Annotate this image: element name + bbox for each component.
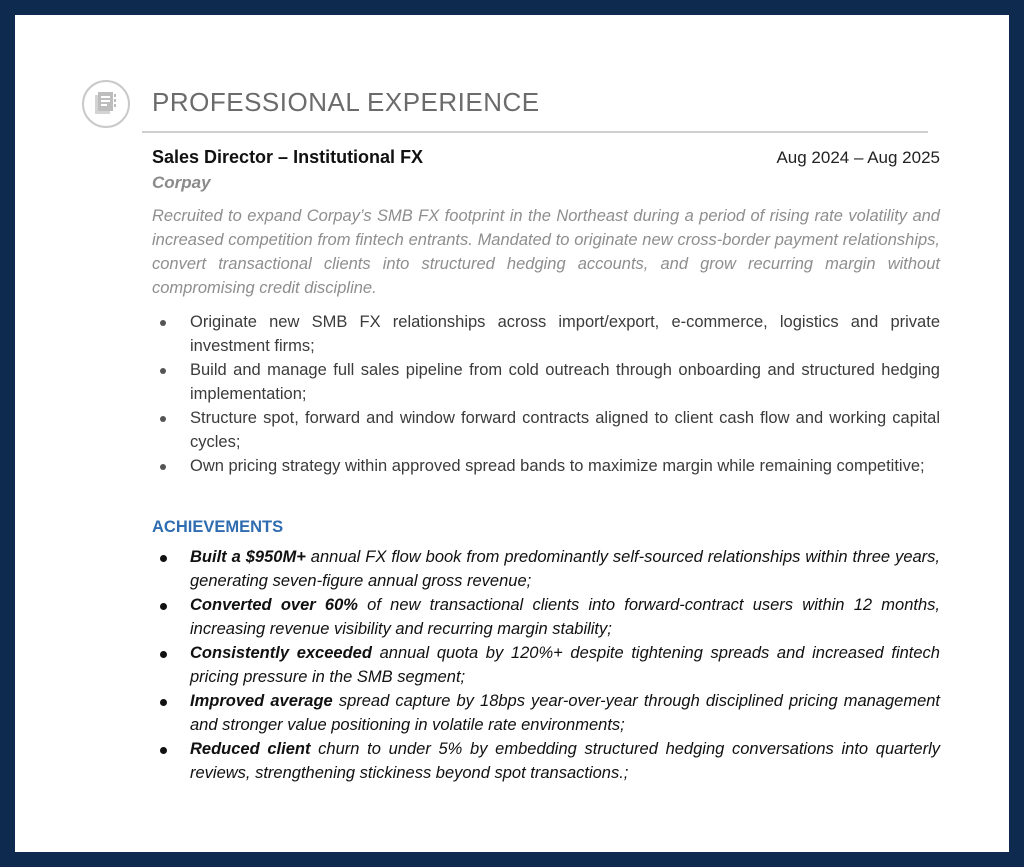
section-title: PROFESSIONAL EXPERIENCE (152, 87, 540, 117)
achievement-lead: Converted over 60% (190, 596, 358, 614)
achievement-lead: Built a $950M+ (190, 548, 306, 566)
bullet-icon (160, 699, 167, 706)
achievements-list (152, 545, 940, 785)
bullet-icon (160, 368, 166, 374)
bullet-icon (160, 416, 166, 422)
achievement-item (152, 593, 940, 641)
resume-page (15, 15, 1009, 852)
duty-text: Own pricing strategy within approved spread bands to maximize margin while remaining competitive; (190, 457, 925, 475)
achievement-item (152, 641, 940, 689)
job-summary: Recruited to expand Corpay’s SMB FX footprint in the Northeast during a period of rising rate volatility and increased competition from fintech entrants. Mandated to originate new cross-border payment relationships, convert transactional clients into structured hedging accounts, and grow recurring margin without compromising credit discipline. (152, 207, 940, 297)
duty-text: Originate new SMB FX relationships across import/export, e-commerce, logistics and private investment firms; (190, 313, 940, 355)
achievement-item (152, 545, 940, 593)
achievements-heading: ACHIEVEMENTS (152, 518, 284, 536)
achievement-lead: Consistently exceeded (190, 644, 372, 662)
bullet-icon (160, 651, 167, 658)
job-dates: Aug 2024 – Aug 2025 (776, 148, 940, 167)
achievement-text: of new transactional clients into forward-contract users within 12 months, increasing revenue visibility and recurring margin stability; (190, 596, 940, 638)
duty-item (152, 358, 940, 406)
achievement-text: churn to under 5% by embedding structured hedging conversations into quarterly reviews, strengthening stickiness beyond spot transactions.; (190, 740, 940, 782)
bullet-icon (160, 320, 166, 326)
achievement-text: spread capture by 18bps year-over-year through disciplined pricing management and stronger value positioning in volatile rate environments; (190, 692, 941, 734)
duty-item (152, 454, 940, 478)
job-title: Sales Director – Institutional FX (152, 147, 424, 167)
bullet-icon (160, 464, 166, 470)
duty-item (152, 406, 940, 454)
company-name: Corpay (152, 173, 211, 192)
achievement-text: annual quota by 120%+ despite tightening spreads and increased fintech pricing pressure in the SMB segment; (190, 644, 940, 686)
achievement-lead: Improved average (190, 692, 333, 710)
achievement-text: annual FX flow book from predominantly self-sourced relationships within three years, generating seven-figure annual gross revenue; (190, 548, 940, 590)
achievement-item (152, 737, 940, 785)
section-divider (142, 131, 928, 133)
bullet-icon (160, 747, 167, 754)
resume-book-icon (82, 80, 130, 128)
duty-text: Structure spot, forward and window forward contracts aligned to client cash flow and working capital cycles; (190, 409, 940, 451)
duty-item (152, 310, 940, 358)
duties-list (152, 310, 940, 478)
bullet-icon (160, 603, 167, 610)
achievement-item (152, 689, 940, 737)
achievement-lead: Reduced client (190, 740, 311, 758)
bullet-icon (160, 555, 167, 562)
duty-text: Build and manage full sales pipeline from cold outreach through onboarding and structured hedging implementation; (190, 361, 940, 403)
